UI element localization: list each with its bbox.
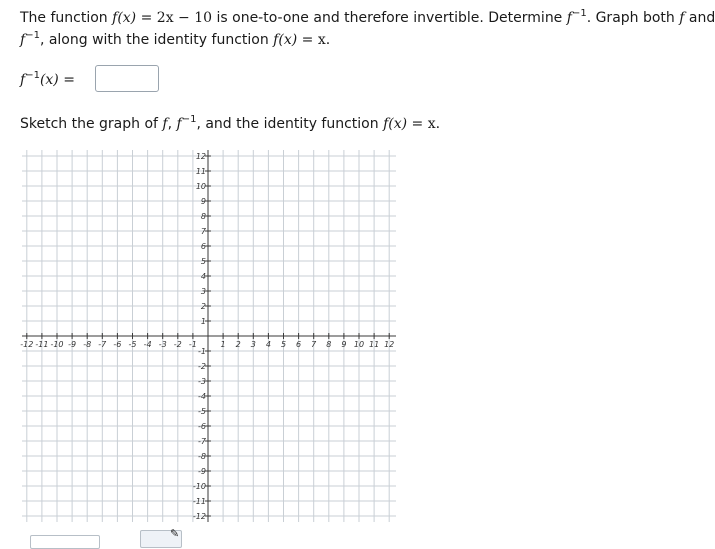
equals-sign: = bbox=[58, 72, 75, 88]
instruction-text: , and the identity function bbox=[196, 116, 384, 132]
y-tick-label: -9 bbox=[198, 467, 206, 476]
x-tick-label: -10 bbox=[50, 340, 64, 349]
x-tick-label: 3 bbox=[250, 340, 256, 349]
x-tick-label: 5 bbox=[280, 340, 287, 349]
problem-text: is one-to-one and therefore invertible. Determine bbox=[212, 10, 567, 26]
function-rule: = 2x − 10 bbox=[136, 10, 213, 26]
y-tick-label: -5 bbox=[198, 407, 206, 416]
x-tick-labels bbox=[20, 340, 394, 349]
x-tick-label: -9 bbox=[68, 340, 77, 349]
inverse-argument: (x) bbox=[39, 72, 59, 88]
y-tick-label: -11 bbox=[192, 497, 206, 506]
y-tick-label: -6 bbox=[198, 422, 206, 431]
identity-rule: = x. bbox=[407, 116, 441, 132]
y-tick-label: 7 bbox=[200, 227, 206, 236]
pencil-icon: ✎ bbox=[170, 527, 180, 540]
y-tick-label: -3 bbox=[198, 377, 206, 386]
y-tick-label: 9 bbox=[200, 197, 206, 206]
y-tick-label: 10 bbox=[195, 182, 206, 191]
y-tick-label: 5 bbox=[200, 257, 206, 266]
instruction-text: , bbox=[167, 116, 177, 132]
x-tick-label: -1 bbox=[188, 340, 197, 349]
y-tick-label: 4 bbox=[200, 272, 206, 281]
axes bbox=[22, 150, 396, 522]
function-notation: f(x) bbox=[383, 116, 408, 132]
y-tick-label: -1 bbox=[198, 347, 206, 356]
y-tick-label: -7 bbox=[198, 437, 206, 446]
x-tick-label: -12 bbox=[20, 340, 34, 349]
function-notation: f(x) bbox=[273, 32, 298, 48]
inverse-symbol: f bbox=[176, 116, 182, 132]
function-symbol: f bbox=[679, 10, 685, 26]
x-tick-label: 1 bbox=[220, 340, 226, 349]
problem-text: , along with the identity function bbox=[39, 32, 274, 48]
x-tick-label: -8 bbox=[83, 340, 92, 349]
problem-text: . Graph both bbox=[586, 10, 680, 26]
x-tick-label: -2 bbox=[173, 340, 182, 349]
x-tick-label: 10 bbox=[353, 340, 365, 349]
y-tick-label: -2 bbox=[198, 362, 206, 371]
x-tick-label: -4 bbox=[143, 340, 152, 349]
x-tick-label: -5 bbox=[128, 340, 137, 349]
y-tick-label: 8 bbox=[200, 212, 206, 221]
x-tick-label: 2 bbox=[235, 340, 241, 349]
y-tick-label: -8 bbox=[198, 452, 206, 461]
inverse-exponent: −1 bbox=[571, 8, 587, 19]
problem-text: and bbox=[684, 10, 715, 26]
inverse-symbol: f bbox=[20, 32, 26, 48]
y-tick-label: 12 bbox=[195, 152, 206, 161]
x-tick-label: -7 bbox=[98, 340, 107, 349]
function-symbol: f bbox=[162, 116, 168, 132]
problem-text: The function bbox=[20, 10, 113, 26]
inverse-symbol: f bbox=[20, 72, 26, 88]
inverse-exponent: −1 bbox=[181, 114, 197, 125]
function-notation: f(x) bbox=[112, 10, 137, 26]
x-tick-label: -11 bbox=[35, 340, 49, 349]
identity-rule: = x. bbox=[297, 32, 331, 48]
y-tick-label: 3 bbox=[200, 287, 206, 296]
x-tick-label: 12 bbox=[384, 340, 395, 349]
inverse-symbol: f bbox=[566, 10, 572, 26]
inverse-exponent: −1 bbox=[25, 30, 40, 41]
y-tick-label: 11 bbox=[195, 167, 206, 176]
x-tick-label: 11 bbox=[369, 340, 380, 349]
y-tick-label: 1 bbox=[200, 317, 206, 326]
y-tick-label: 6 bbox=[200, 242, 206, 251]
y-tick-label: -4 bbox=[198, 392, 206, 401]
graph-tool-button[interactable] bbox=[30, 535, 100, 549]
x-tick-label: 9 bbox=[341, 340, 347, 349]
x-tick-label: 6 bbox=[296, 340, 302, 349]
y-tick-label: 2 bbox=[200, 302, 206, 311]
y-tick-label: -10 bbox=[192, 482, 206, 491]
x-tick-label: 4 bbox=[265, 340, 271, 349]
x-tick-label: -6 bbox=[113, 340, 122, 349]
x-tick-label: 7 bbox=[311, 340, 317, 349]
x-tick-label: -3 bbox=[158, 340, 167, 349]
inverse-exponent: −1 bbox=[25, 70, 40, 81]
instruction-text: Sketch the graph of bbox=[20, 116, 163, 132]
x-tick-label: 8 bbox=[326, 340, 332, 349]
y-tick-label: -12 bbox=[192, 512, 206, 521]
